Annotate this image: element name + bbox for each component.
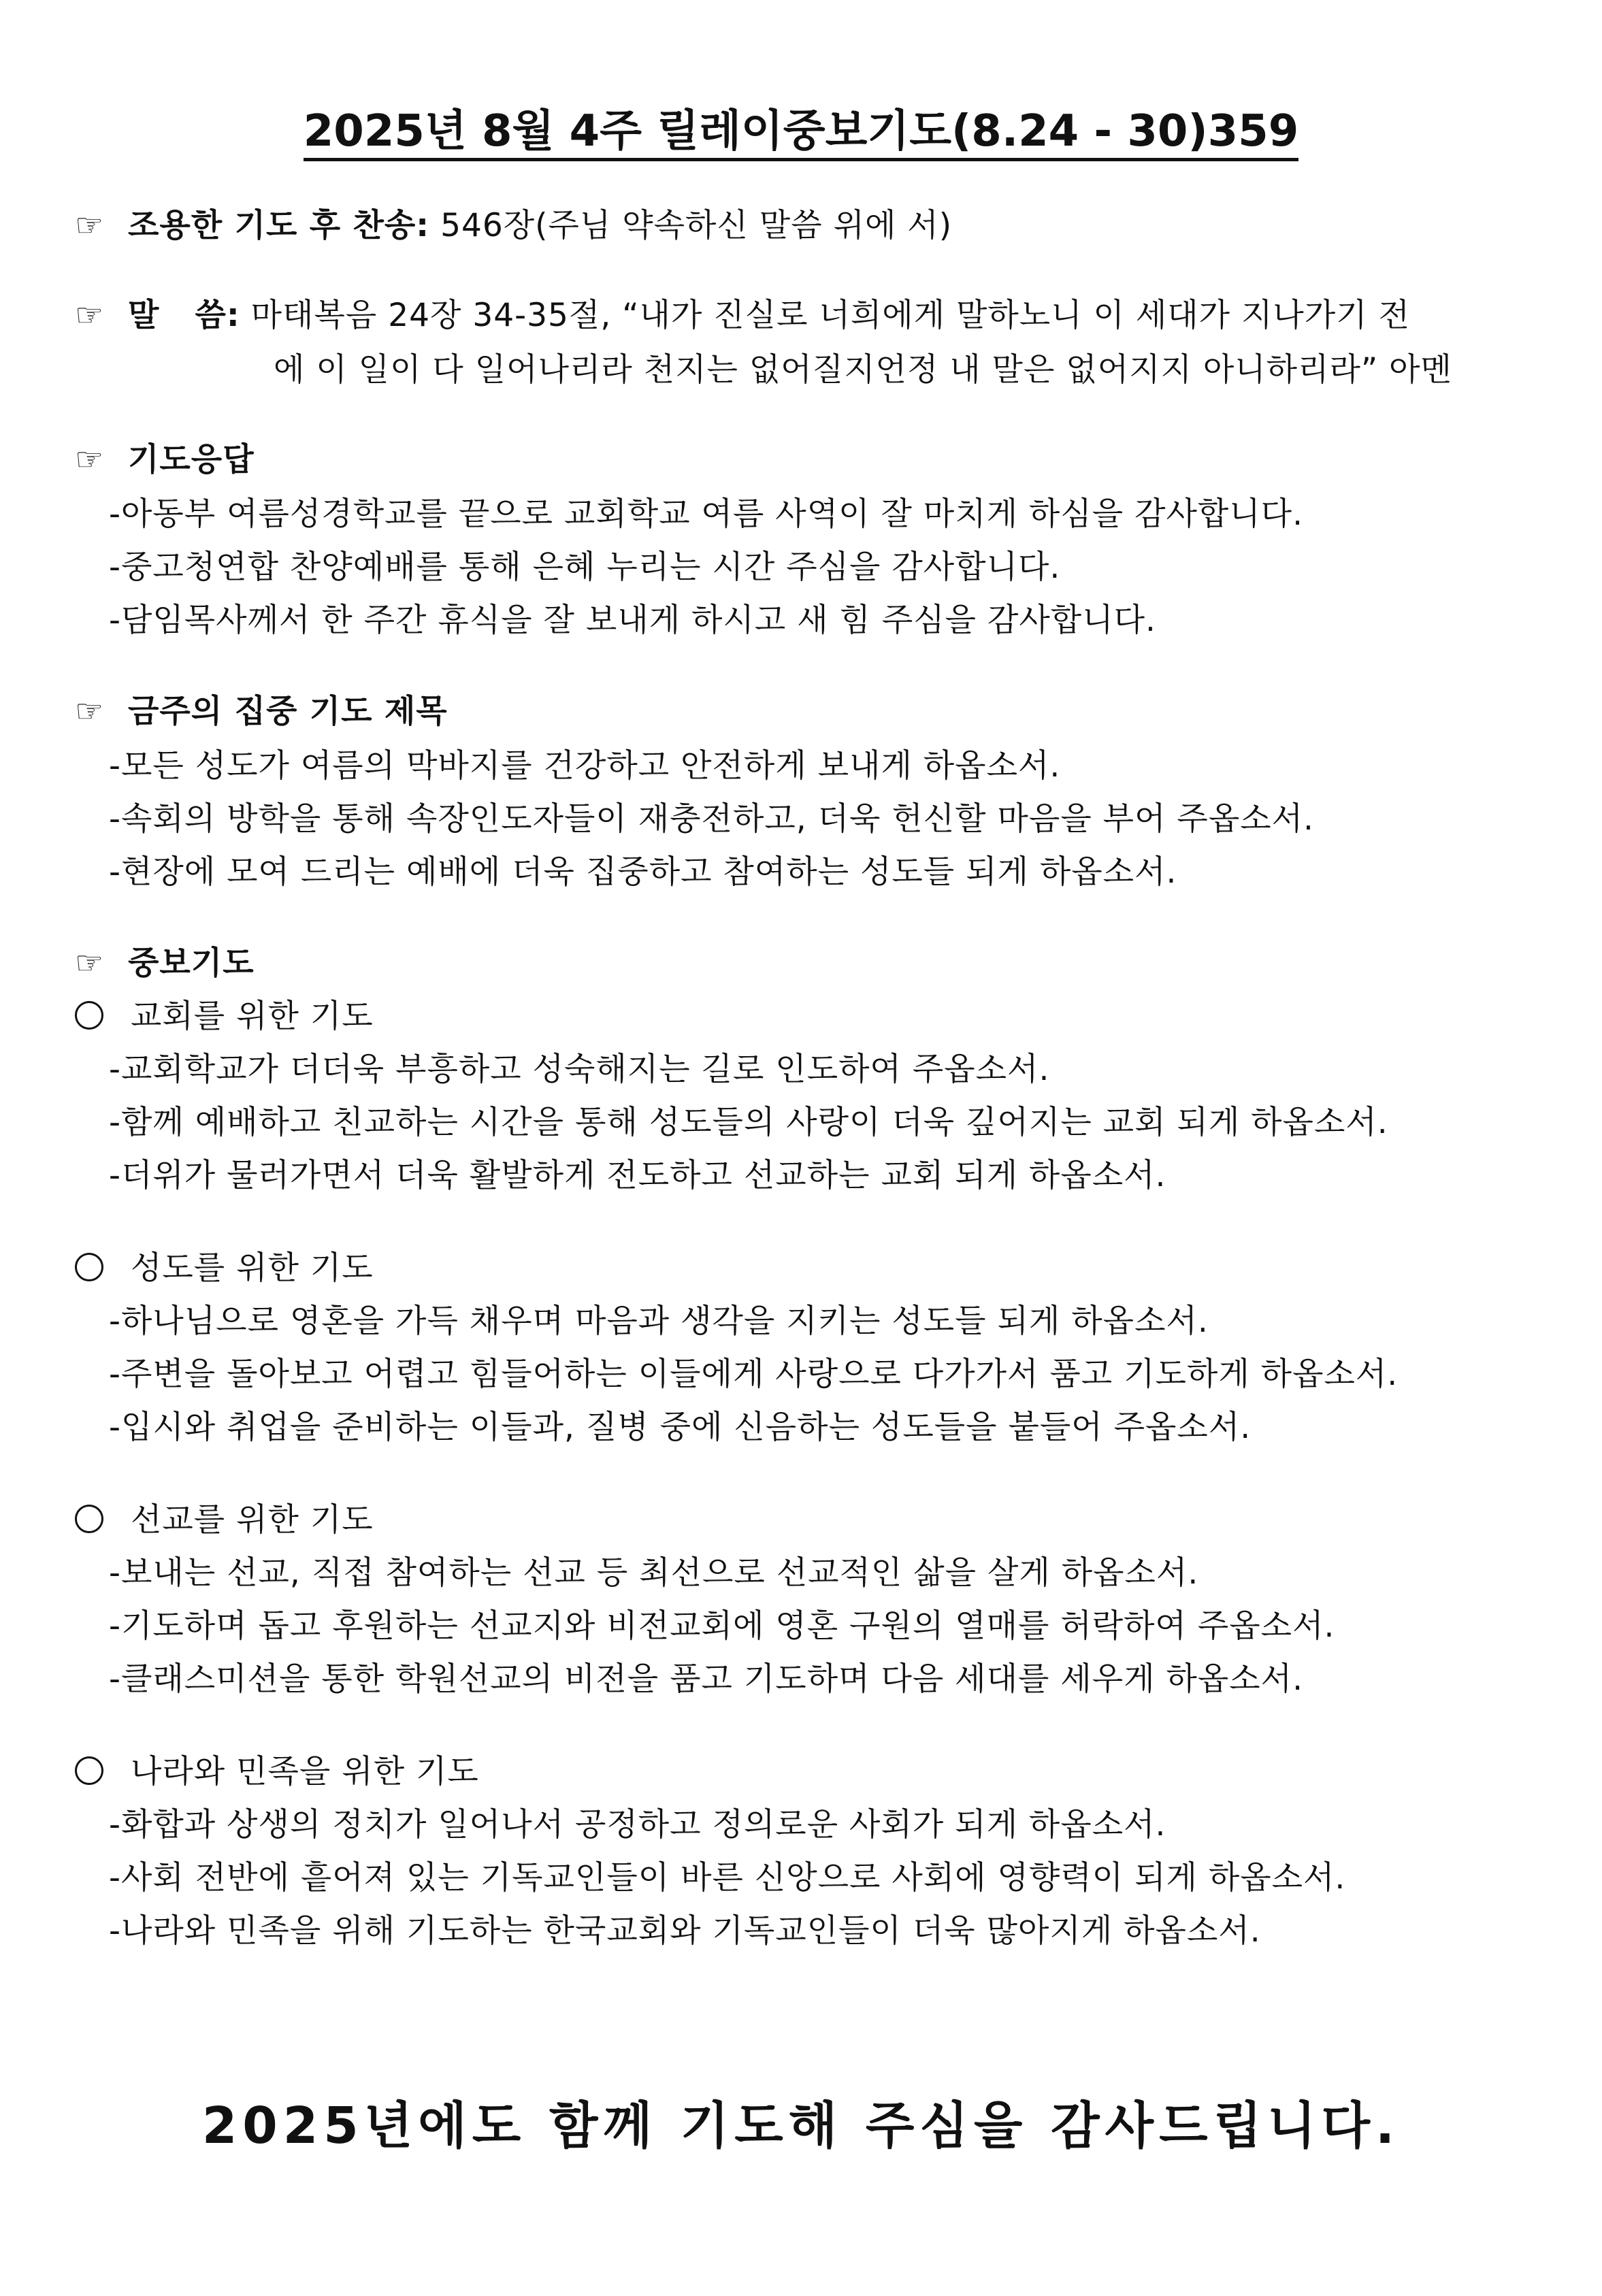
- answered-heading: [75, 440, 255, 480]
- list-item: -현장에 모여 드리는 예배에 더욱 집중하고 참여하는 성도들 되게 하옵소서.: [109, 853, 1177, 891]
- pointing-hand-icon: ☞: [75, 207, 105, 244]
- pointing-hand-icon: ☞: [75, 297, 105, 334]
- pointing-hand-icon: ☞: [75, 441, 105, 478]
- list-item: -사회 전반에 흩어져 있는 기독교인들이 바른 신앙으로 사회에 영향력이 되게 하옵소서.: [109, 1859, 1346, 1897]
- list-item: -함께 예배하고 친교하는 시간을 통해 성도들의 사랑이 더욱 깊어지는 교회 되게 하옵소서.: [109, 1104, 1388, 1141]
- list-item: -나라와 민족을 위해 기도하는 한국교회와 기독교인들이 더욱 많아지게 하옵소서.: [109, 1912, 1261, 1950]
- list-item: -하나님으로 영혼을 가득 채우며 마음과 생각을 지키는 성도들 되게 하옵소서.: [109, 1302, 1209, 1340]
- list-item: -모든 성도가 여름의 막바지를 건강하고 안전하게 보내게 하옵소서.: [109, 747, 1061, 785]
- answered-heading-text: 기도응답: [128, 441, 255, 478]
- list-item: -입시와 취업을 준비하는 이들과, 질병 중에 신음하는 성도들을 붙들어 주옵소서.: [109, 1409, 1252, 1446]
- section-title-text: 선교를 위한 기도: [131, 1501, 374, 1539]
- hymn-label: 조용한 기도 후 찬송:: [128, 207, 430, 244]
- list-item: -더위가 물러가면서 더욱 활발하게 전도하고 선교하는 교회 되게 하옵소서.: [109, 1157, 1166, 1194]
- scripture-text-1: 마태복음 24장 34-35절, “내가 진실로 너희에게 말하노니 이 세대가 지나가기 전: [250, 297, 1410, 334]
- section-title-nation: [75, 1752, 479, 1792]
- intercession-heading: [75, 943, 255, 984]
- page-title-text: 2025년 8월 4주 릴레이중보기도(8.24 - 30)359: [304, 106, 1298, 161]
- hymn-text: 546장(주님 약속하신 말씀 위에 서): [440, 207, 953, 244]
- list-item: -아동부 여름성경학교를 끝으로 교회학교 여름 사역이 잘 마치게 하심을 감사합니다.: [109, 495, 1304, 533]
- focus-heading-text: 금주의 집중 기도 제목: [128, 693, 448, 730]
- circle-bullet-icon: [75, 1505, 103, 1533]
- scripture-line-1: [75, 295, 1410, 336]
- circle-bullet-icon: [75, 1253, 103, 1281]
- section-title-text: 성도를 위한 기도: [131, 1249, 374, 1287]
- circle-bullet-icon: [75, 1756, 103, 1785]
- list-item: -기도하며 돕고 후원하는 선교지와 비전교회에 영혼 구원의 열매를 허락하여 주옵소서.: [109, 1607, 1335, 1645]
- list-item: -속회의 방학을 통해 속장인도자들이 재충전하고, 더욱 헌신할 마음을 부어 주옵소서.: [109, 800, 1314, 838]
- list-item: -교회학교가 더더욱 부흥하고 성숙해지는 길로 인도하여 주옵소서.: [109, 1051, 1050, 1088]
- intercession-heading-text: 중보기도: [128, 945, 255, 982]
- list-item: -주변을 돌아보고 어렵고 힘들어하는 이들에게 사랑으로 다가가서 품고 기도하게 하옵소서.: [109, 1356, 1399, 1393]
- pointing-hand-icon: ☞: [75, 693, 105, 730]
- pointing-hand-icon: ☞: [75, 945, 105, 982]
- list-item: -담임목사께서 한 주간 휴식을 잘 보내게 하시고 새 힘 주심을 감사합니다.: [109, 602, 1156, 639]
- list-item: -중고청연합 찬양예배를 통해 은혜 누리는 시간 주심을 감사합니다.: [109, 548, 1061, 586]
- section-title-church: [75, 996, 374, 1037]
- scripture-line-2: [274, 350, 1452, 391]
- closing-message: 2025년에도 함께 기도해 주심을 감사드립니다.: [201, 2097, 1401, 2155]
- focus-heading: [75, 691, 448, 732]
- section-title-text: 교회를 위한 기도: [131, 998, 374, 1035]
- section-title-saints: [75, 1248, 374, 1289]
- list-item: -보내는 선교, 직접 참여하는 선교 등 최선으로 선교적인 삶을 살게 하옵소서.: [109, 1554, 1199, 1592]
- page-title: [0, 103, 1602, 159]
- scripture-text-2: 에 이 일이 다 일어나리라 천지는 없어질지언정 내 말은 없어지지 아니하리라” 아멘: [274, 351, 1452, 389]
- list-item: -클래스미션을 통한 학원선교의 비전을 품고 기도하며 다음 세대를 세우게 하옵소서.: [109, 1660, 1304, 1698]
- list-item: -화합과 상생의 정치가 일어나서 공정하고 정의로운 사회가 되게 하옵소서.: [109, 1806, 1166, 1843]
- hymn-line: [75, 206, 952, 246]
- section-title-text: 나라와 민족을 위한 기도: [131, 1753, 479, 1790]
- section-title-mission: [75, 1500, 374, 1541]
- scripture-label: 말 씀:: [128, 297, 240, 334]
- circle-bullet-icon: [75, 1001, 103, 1030]
